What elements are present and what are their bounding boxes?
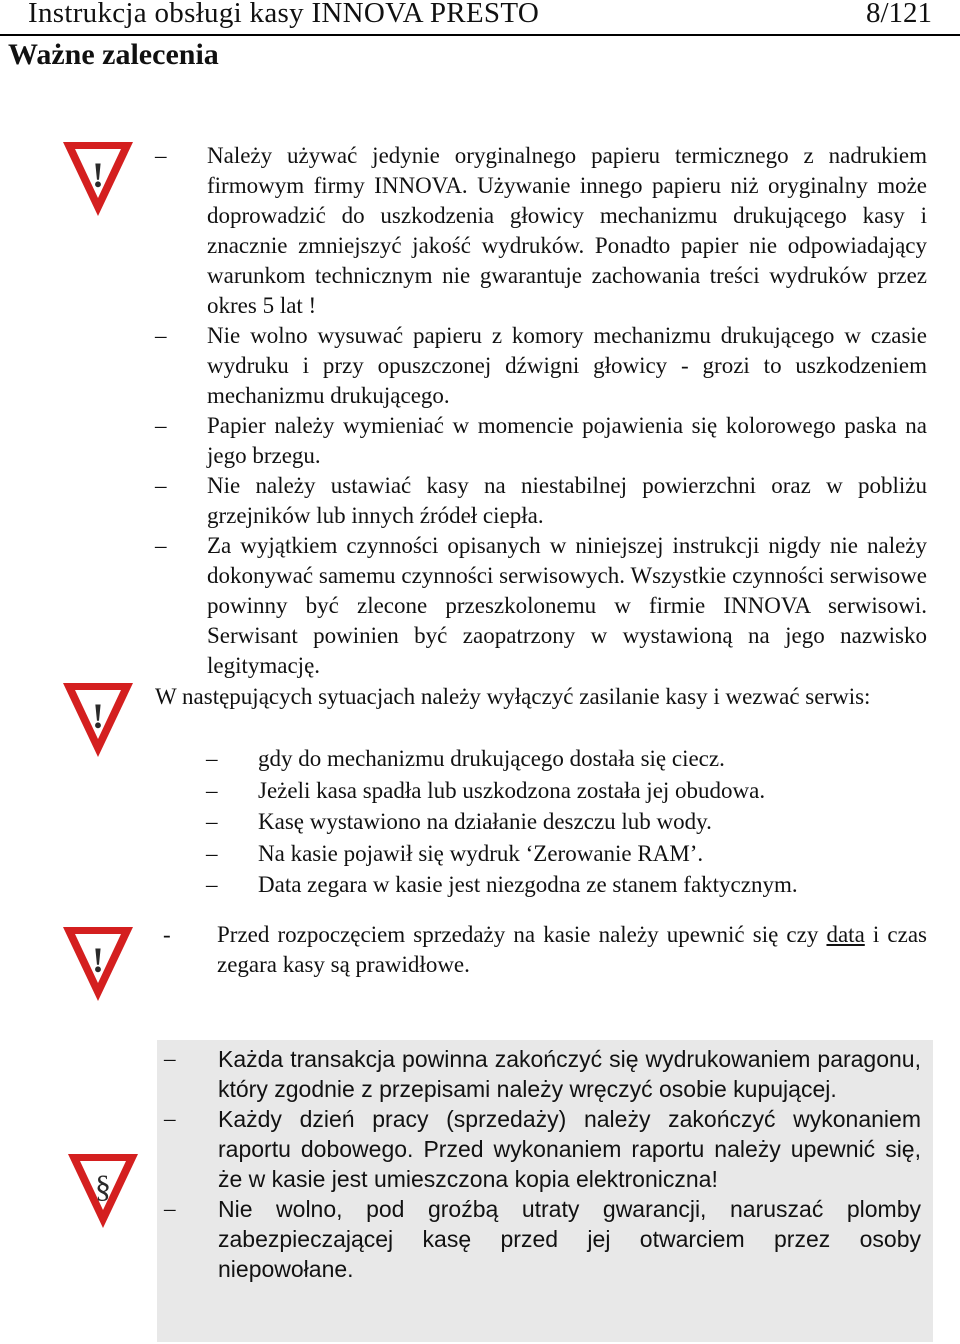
list-item-text: Kasę wystawiono na działanie deszczu lub wody. [258,809,712,834]
hyphen-bullet: - [163,922,171,947]
list-item [155,471,927,531]
list-item [206,775,927,807]
document-title: Instrukcja obsługi kasy INNOVA PRESTO [28,0,540,29]
list-item [206,838,927,870]
list-item-text: Data zegara w kasie jest niezgodna ze stanem faktycznym. [258,872,798,897]
list-item [164,1044,921,1104]
dash-bullet: – [164,1196,176,1221]
list-item [155,141,927,321]
list-item-text: Nie należy ustawiać kasy na niestabilnej powierzchni oraz w pobliżu grzejników lub innych źródeł ciepła. [207,473,927,528]
list-item-text: Jeżeli kasa spadła lub uszkodzona została jej obudowa. [258,777,766,803]
paragraph-icon [66,1152,140,1232]
list-item [206,743,927,775]
service-intro: W następujących sytuacjach należy wyłączyć zasilanie kasy i wezwać serwis: [155,684,871,709]
list-item-text: Na kasie pojawił się wydruk ‘Zerowanie RAM’. [258,840,704,866]
list-item [155,531,927,681]
warning-icon [61,925,135,1005]
date-check-note [163,920,927,980]
list-item-text: Nie wolno wysuwać papieru z komory mechanizmu drukującego w czasie wydruku i przy opuszczonej dźwigni głowicy - grozi to uszkodzeniem mechanizmu drukującego. [207,323,927,408]
list-item [164,1194,921,1284]
dash-bullet: – [206,746,218,771]
list-item [164,1104,921,1194]
list-item [206,869,927,901]
list-item-text: Za wyjątkiem czynności opisanych w niniejszej instrukcji nigdy nie należy dokonywać samemu czynności serwisowych. Wszystkie czynności serwisowe powinny być zlecone przeszkolonemu w firmie INNOVA serwisowi. Serwisant powinien być zaopatrzony w wystawioną na jego nazwisko legitymację. [207,533,927,678]
dash-bullet: – [155,323,167,348]
list-item-text: Należy używać jedynie oryginalnego papieru termicznego z nadrukiem firmowym firmy INNOVA. Używanie innego papieru niż oryginalny może doprowadzić do uszkodzenia głowicy mechanizmu drukującego kasy i znacznie zmniejszyć jakość wydruków. Ponadto papier nie odpowiadający warunkom technicznym nie gwarantuje zachowania treści wydruków przez okres 5 lat ! [207,143,927,318]
date-check-text-after: i czas zegara kasy są prawidłowe. [217,922,927,977]
list-item-text: gdy do mechanizmu drukującego dostała się ciecz. [258,746,725,771]
warnings-list [155,141,927,681]
list-item-text: Papier należy wymieniać w momencie pojawienia się kolorowego paska na jego brzegu. [207,413,927,468]
dash-bullet: – [155,143,167,168]
dash-bullet: – [155,413,167,438]
warning-icon [61,681,135,761]
legal-notes-list [164,1044,921,1284]
dash-bullet: – [206,840,218,866]
dash-bullet: – [164,1046,176,1071]
section-title: Ważne zalecenia [8,38,219,71]
dash-bullet: – [206,777,218,803]
dash-bullet: – [206,872,218,897]
warning-icon [61,140,135,220]
list-item [155,411,927,471]
warning-glyph: ! [92,940,104,980]
list-item-text: Nie wolno, pod groźbą utraty gwarancji, naruszać plomby zabezpieczającej kasę przed jej otwarciem przez osoby niepowołane. [218,1196,921,1282]
dash-bullet: – [155,533,167,558]
page-header [0,0,960,36]
list-item [155,321,927,411]
dash-bullet: – [206,809,218,834]
warning-glyph: ! [92,696,104,736]
paragraph-glyph: § [95,1168,111,1204]
dash-bullet: – [164,1106,176,1131]
list-item [206,806,927,838]
dash-bullet: – [155,473,167,498]
date-check-underlined: data [826,922,865,947]
list-item [163,920,927,980]
warning-glyph: ! [92,155,104,195]
list-item-text: Każda transakcja powinna zakończyć się wydrukowaniem paragonu, który zgodnie z przepisami należy wręczyć osobie kupującej. [218,1046,921,1102]
service-situations-list [206,743,927,901]
list-item-text: Każdy dzień pracy (sprzedaży) należy zakończyć wykonaniem raportu dobowego. Przed wykonaniem raportu należy upewnić się, że w kasie jest umieszczona kopia elektroniczna! [218,1106,921,1192]
page-number: 8/121 [865,0,932,29]
date-check-text-before: Przed rozpoczęciem sprzedaży na kasie należy upewnić się czy [217,922,827,947]
